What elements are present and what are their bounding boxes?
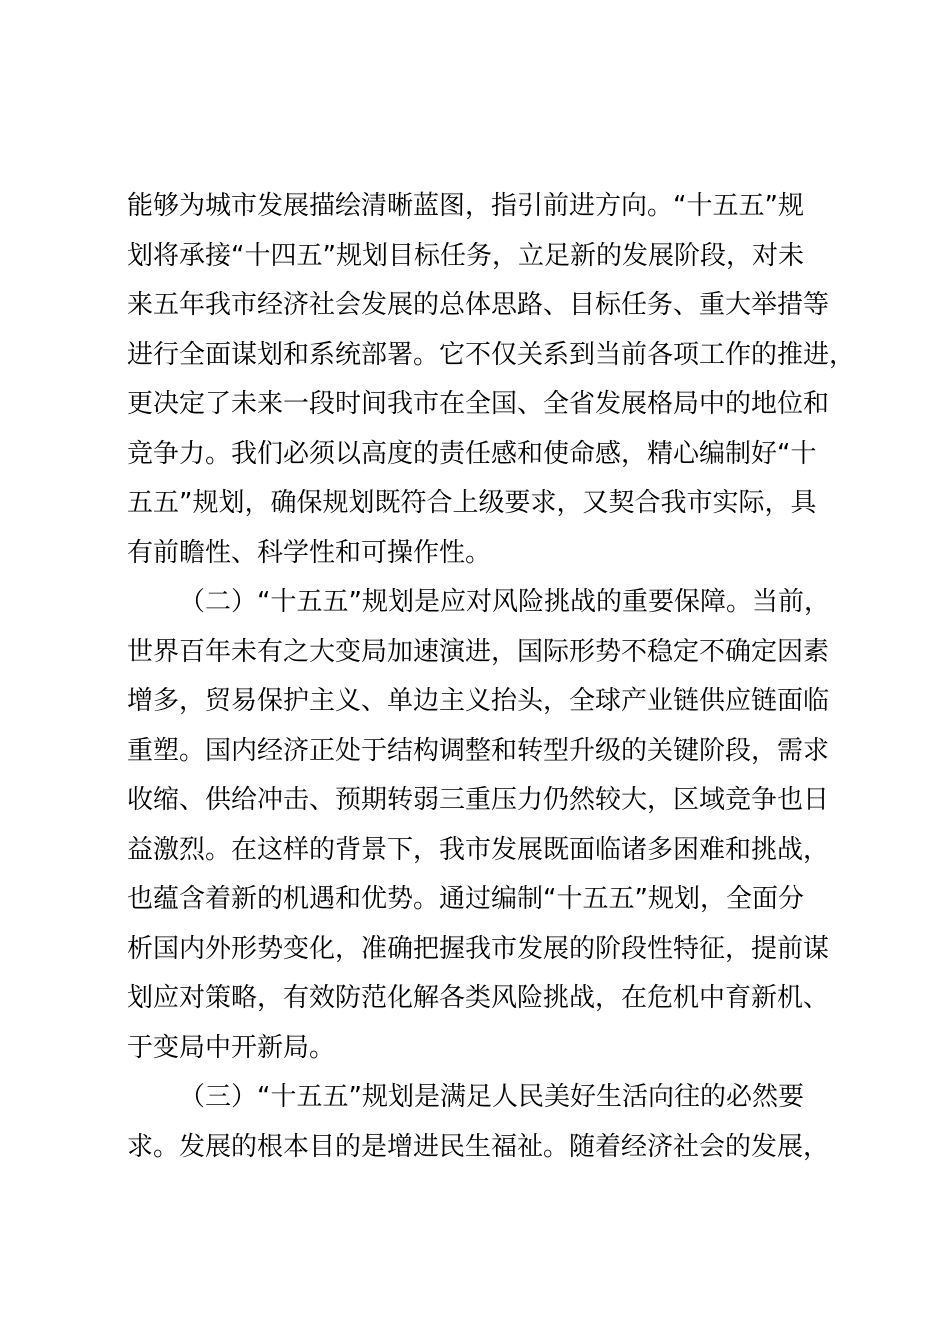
text-line: 划应对策略，有效防范化解各类风险挑战，在危机中育新机、: [127, 983, 830, 1013]
body-text: [127, 182, 867, 1172]
text-line: 益激烈。在这样的背景下，我市发展既面临诸多困难和挑战，: [127, 834, 830, 865]
text-line: 也蕴含着新的机遇和优势。通过编制“十五五”规划，全面分: [127, 884, 804, 914]
text-line: 重塑。国内经济正处于结构调整和转型升级的关键阶段，需求: [127, 735, 830, 766]
text-line: 竞争力。我们必须以高度的责任感和使命感，精心编制好“十: [127, 438, 817, 469]
text-line: 收缩、供给冲击、预期转弱三重压力仍然较大，区域竞争也日: [127, 785, 830, 815]
text-line: 来五年我市经济社会发展的总体思路、目标任务、重大举措等: [127, 290, 830, 320]
paragraph-heading-line: （三）“十五五”规划是满足人民美好生活向往的必然要: [179, 1082, 804, 1112]
text-line: 于变局中开新局。: [127, 1032, 336, 1063]
text-line: 求。发展的根本目的是增进民生福祉。随着经济社会的发展，: [127, 1131, 830, 1162]
text-line: 进行全面谋划和系统部署。它不仅关系到当前各项工作的推进，: [127, 339, 856, 370]
text-line: 五五”规划，确保规划既符合上级要求，又契合我市实际，具: [127, 488, 817, 518]
text-line: 析国内外形势变化，准确把握我市发展的阶段性特征，提前谋: [127, 933, 830, 964]
text-line: 增多，贸易保护主义、单边主义抬头，全球产业链供应链面临: [127, 686, 830, 716]
text-line: 有前瞻性、科学性和可操作性。: [127, 537, 492, 568]
text-line: 能够为城市发展描绘清晰蓝图，指引前进方向。“十五五”规: [127, 191, 804, 221]
paragraph-heading-line: （二）“十五五”规划是应对风险挑战的重要保障。当前，: [179, 587, 830, 617]
text-line: 更决定了未来一段时间我市在全国、全省发展格局中的地位和: [127, 389, 830, 419]
text-line: 划将承接“十四五”规划目标任务，立足新的发展阶段，对未: [127, 240, 804, 271]
text-line: 世界百年未有之大变局加速演进，国际形势不稳定不确定因素: [127, 636, 830, 667]
